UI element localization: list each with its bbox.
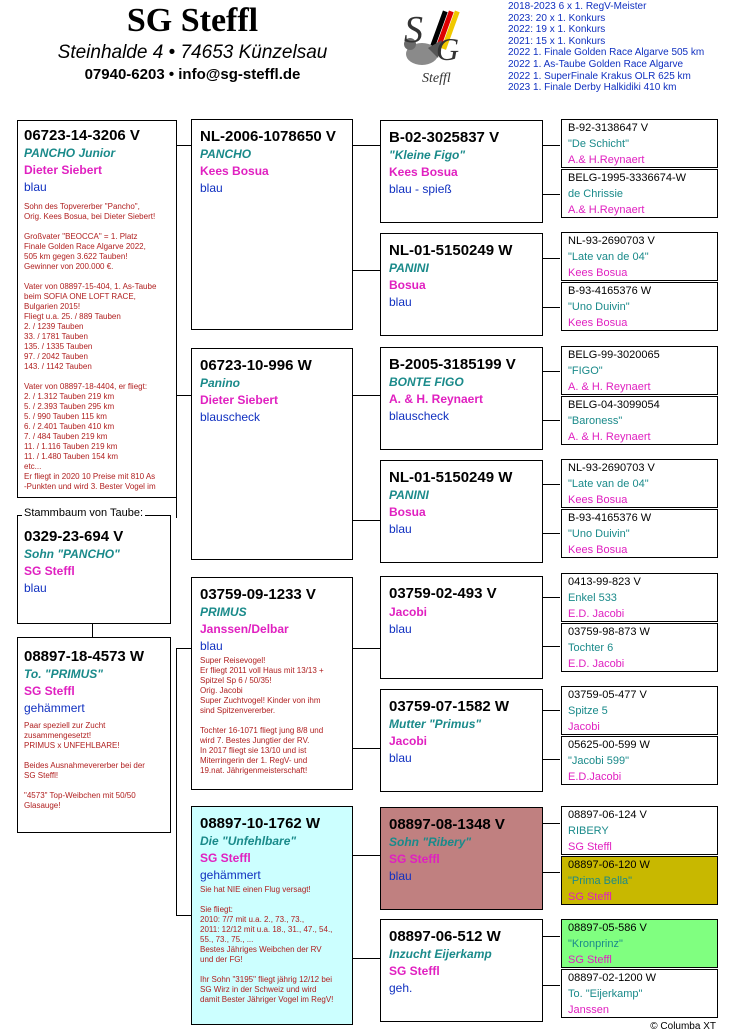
g4-box	[561, 736, 718, 785]
g4-name: RIBERY	[568, 825, 609, 837]
mf-notes: Super Reisevogel! Er fliegt 2011 voll Haus mit 13/13 + Spitzel Sp 6 / 50/35! Orig. Jacobi Super Zuchtvogel! Kinder von ihm sind Spitzenvererber. Tochter 16-1071 fliegt jung 8/8 und wird 7. Bestes Jungtier der RV. In 2017 fliegt sie 13/10 und ist Miterringerin der 1. RegV- und 19.nat. Jährigenmeisterschaft!	[200, 656, 324, 775]
g3-breeder: Bosua	[389, 278, 426, 292]
g4-breeder: A. & H. Reynaert	[568, 381, 651, 393]
g4-ring: 03759-98-873 W	[568, 626, 650, 638]
g3-box	[380, 689, 543, 792]
g4-ring: 08897-06-120 W	[568, 859, 650, 871]
fm-box	[191, 348, 353, 560]
g4-ring: NL-93-2690703 V	[568, 462, 655, 474]
g3-color: blauscheck	[389, 409, 450, 423]
g3-box	[380, 460, 543, 563]
g4-box	[561, 686, 718, 735]
g4-box	[561, 346, 718, 395]
svg-text:Steffl: Steffl	[422, 71, 451, 86]
g3-box	[380, 919, 543, 1022]
g3-ring: NL-01-5150249 W	[389, 469, 513, 486]
g4-ring: B-92-3138647 V	[568, 122, 649, 134]
g3-ring: 08897-08-1348 V	[389, 816, 505, 833]
g4-ring: 03759-05-477 V	[568, 689, 647, 701]
g4-breeder: E.D. Jacobi	[568, 608, 625, 620]
g3-breeder: A. & H. Reynaert	[389, 392, 484, 406]
g4-name: "De Schicht"	[568, 138, 629, 150]
mf-box	[191, 577, 353, 790]
g3-color: blau	[389, 295, 412, 309]
ff-color: blau	[200, 181, 223, 195]
mother-box	[17, 637, 171, 833]
g4-ring: BELG-04-3099054	[568, 399, 660, 411]
g4-name: "Baroness"	[568, 415, 623, 427]
achievement: 2021: 15 x 1. Konkurs	[508, 35, 606, 47]
g4-ring: 08897-02-1200 W	[568, 972, 657, 984]
g4-ring: 05625-00-599 W	[568, 739, 650, 751]
g4-box	[561, 282, 718, 331]
g4-box	[561, 169, 718, 218]
g4-box	[561, 856, 718, 905]
g4-breeder: Kees Bosua	[568, 544, 628, 556]
g4-breeder: SG Steffl	[568, 891, 612, 903]
g4-box	[561, 509, 718, 558]
g4-ring: 0413-99-823 V	[568, 576, 641, 588]
achievement: 2022 1. SuperFinale Krakus OLR 625 km	[508, 70, 691, 82]
achievements-list	[508, 1, 738, 94]
g3-breeder: Jacobi	[389, 605, 428, 619]
g3-breeder: Kees Bosua	[389, 165, 458, 179]
achievement: 2022: 19 x 1. Konkurs	[508, 24, 606, 36]
g3-color: blau - spieß	[389, 182, 452, 196]
ff-breeder: Kees Bosua	[200, 164, 269, 178]
g3-name: PANINI	[389, 261, 429, 275]
g3-ring: NL-01-5150249 W	[389, 242, 513, 259]
mm-box	[191, 806, 353, 1025]
g4-breeder: Kees Bosua	[568, 494, 628, 506]
g4-breeder: Janssen	[568, 1004, 609, 1016]
g3-ring: 03759-07-1582 W	[389, 698, 510, 715]
g4-breeder: A.& H.Reynaert	[568, 154, 645, 166]
g4-breeder: SG Steffl	[568, 954, 612, 966]
mother-name: To. "PRIMUS"	[24, 667, 103, 681]
mf-ring: 03759-09-1233 V	[200, 586, 316, 603]
g3-box	[380, 807, 543, 910]
mf-name: PRIMUS	[200, 605, 247, 619]
g4-ring: 08897-05-586 V	[568, 922, 647, 934]
g4-ring: 08897-06-124 V	[568, 809, 647, 821]
mm-color: gehämmert	[200, 868, 261, 882]
mm-name: Die "Unfehlbare"	[200, 834, 297, 848]
ff-name: PANCHO	[200, 147, 252, 161]
g4-name: "Jacobi 599"	[568, 755, 630, 767]
g3-color: blau	[389, 869, 412, 883]
g3-name: "Kleine Figo"	[389, 148, 466, 162]
subject-ring: 0329-23-694 V	[24, 528, 124, 545]
mm-breeder: SG Steffl	[200, 851, 251, 865]
mother-ring: 08897-18-4573 W	[24, 648, 145, 665]
mm-notes: Sie hat NIE einen Flug versagt! Sie fliegt: 2010: 7/7 mit u.a. 2., 73., 73., 2011: 12/12 mit u.a. 18., 31., 47., 54., 55., 73., 75., ... Bestes Jähriges Weibchen der RV und der FG! Ihr Sohn "3195" fliegt jährig 12/12 bei SG Wirz in der Schweiz und wird damit Bester Jähriger Vogel im RegV!	[200, 885, 334, 1004]
fm-breeder: Dieter Siebert	[200, 393, 279, 407]
g4-name: "Uno Duivin"	[568, 528, 630, 540]
subject-color: blau	[24, 581, 47, 595]
g3-ring: B-2005-3185199 V	[389, 356, 516, 373]
g3-breeder: Bosua	[389, 505, 426, 519]
subject-breeder: SG Steffl	[24, 564, 75, 578]
address: Steinhalde 4 • 74653 Künzelsau	[57, 42, 328, 63]
fm-color: blauscheck	[200, 410, 261, 424]
g3-breeder: SG Steffl	[389, 964, 440, 978]
svg-text:G: G	[436, 31, 460, 67]
g4-ring: BELG-1995-3336674-W	[568, 172, 687, 184]
g4-ring: NL-93-2690703 V	[568, 235, 655, 247]
mm-ring: 08897-10-1762 W	[200, 815, 321, 832]
svg-text:S: S	[404, 9, 423, 51]
subject-label: Stammbaum von Taube:	[24, 507, 144, 519]
father-name: PANCHO Junior	[24, 146, 116, 160]
logo	[398, 4, 472, 86]
g4-box	[561, 969, 718, 1018]
g4-name: To. "Eijerkamp"	[568, 988, 643, 1000]
g3-color: geh.	[389, 981, 413, 995]
g3-ring: 03759-02-493 V	[389, 585, 497, 602]
g4-name: Spitze 5	[568, 705, 608, 717]
mother-color: gehämmert	[24, 701, 85, 715]
g3-name: Mutter "Primus"	[389, 717, 482, 731]
g3-color: blau	[389, 622, 412, 636]
g3-color: blau	[389, 522, 412, 536]
mother-notes: Paar speziell zur Zucht zusammengesetzt! PRIMUS x UNFEHLBARE! Beides Ausnahmevererber bei der SG Steffl! "4573" Top-Weibchen mit 50/50 Glasauge!	[24, 721, 145, 810]
achievement: 2022 1. Finale Golden Race Algarve 505 km	[508, 47, 705, 59]
g4-breeder: Jacobi	[568, 721, 600, 733]
g4-name: "Late van de 04"	[568, 251, 649, 263]
subject-box	[17, 515, 171, 624]
g3-box	[380, 576, 543, 679]
g3-breeder: SG Steffl	[389, 852, 440, 866]
g4-breeder: SG Steffl	[568, 841, 612, 853]
mf-color: blau	[200, 639, 223, 653]
g3-box	[380, 120, 543, 223]
g4-name: "Kronprinz"	[568, 938, 623, 950]
subject-name: Sohn "PANCHO"	[24, 547, 120, 561]
g3-name: BONTE FIGO	[389, 375, 464, 389]
g4-breeder: E.D.Jacobi	[568, 771, 622, 783]
g3-box	[380, 347, 543, 450]
ff-box	[191, 119, 353, 330]
g4-name: Tochter 6	[568, 642, 614, 654]
g3-ring: B-02-3025837 V	[389, 129, 500, 146]
g4-box	[561, 623, 718, 672]
father-box	[17, 120, 177, 498]
father-ring: 06723-14-3206 V	[24, 127, 140, 144]
g3-color: blau	[389, 751, 412, 765]
g3-name: PANINI	[389, 488, 429, 502]
g4-name: "Uno Duivin"	[568, 301, 630, 313]
page-title: SG Steffl	[126, 2, 259, 39]
g4-name: "Prima Bella"	[568, 875, 633, 887]
g3-box	[380, 233, 543, 336]
g4-box	[561, 396, 718, 445]
achievement: 2023 1. Finale Derby Halkidiki 410 km	[508, 82, 677, 94]
g4-box	[561, 806, 718, 855]
g4-breeder: Kees Bosua	[568, 317, 628, 329]
achievement: 2023: 20 x 1. Konkurs	[508, 12, 606, 24]
g3-ring: 08897-06-512 W	[389, 928, 501, 945]
father-breeder: Dieter Siebert	[24, 163, 103, 177]
mf-breeder: Janssen/Delbar	[200, 622, 289, 636]
g3-name: Inzucht Eijerkamp	[389, 947, 492, 961]
g3-name: Sohn "Ribery"	[389, 835, 472, 849]
g4-name: "FIGO"	[568, 365, 603, 377]
contact: 07940-6203 • info@sg-steffl.de	[84, 66, 301, 83]
g4-breeder: A.& H.Reynaert	[568, 204, 645, 216]
g4-ring: B-93-4165376 W	[568, 512, 652, 524]
g4-box	[561, 232, 718, 281]
achievement: 2018-2023 6 x 1. RegV-Meister	[508, 1, 647, 12]
g4-box	[561, 459, 718, 508]
copyright: © Columba XT	[650, 1021, 716, 1032]
g4-box	[561, 119, 718, 168]
g4-name: "Late van de 04"	[568, 478, 649, 490]
g4-breeder: E.D. Jacobi	[568, 658, 625, 670]
g3-breeder: Jacobi	[389, 734, 428, 748]
g4-ring: BELG-99-3020065	[568, 349, 660, 361]
g4-name: Enkel 533	[568, 592, 617, 604]
g4-breeder: A. & H. Reynaert	[568, 431, 651, 443]
g4-box	[561, 573, 718, 622]
g4-box	[561, 919, 718, 968]
fm-ring: 06723-10-996 W	[200, 357, 312, 374]
mother-breeder: SG Steffl	[24, 684, 75, 698]
g4-breeder: Kees Bosua	[568, 267, 628, 279]
achievement: 2022 1. As-Taube Golden Race Algarve	[508, 58, 684, 70]
father-color: blau	[24, 180, 47, 194]
father-notes: Sohn des Topvererber "Pancho", Orig. Kees Bosua, bei Dieter Siebert! Großvater "BEOCCA" = 1. Platz Finale Golden Race Algarve 2022, 505 km gegen 3.622 Tauben! Gewinner von 200.000 €. Vater von 08897-15-404, 1. As-Taube beim SOFIA ONE LOFT RACE, Bulgarien 2015! Fliegt u.a. 25. / 889 Tauben 2. / 1239 Tauben 33. / 1781 Tauben 135. / 1335 Tauben 97. / 2042 Tauben 143. / 1142 Tauben Vater von 08897-18-4404, er fliegt: 2. / 1.312 Tauben 219 km 5. / 2.393 Tauben 295 km 5. / 990 Tauben 115 km 6. / 2.401 Tauben 410 km 7. / 484 Tauben 219 km 11. / 1.116 Tauben 219 km 11. / 1.480 Tauben 154 km etc... Er fliegt in 2020 10 Preise mit 810 As -Punkten und wird 3. Bester Vogel im	[24, 202, 157, 491]
g4-ring: B-93-4165376 W	[568, 285, 652, 297]
g4-name: de Chrissie	[568, 188, 624, 200]
ff-ring: NL-2006-1078650 V	[200, 128, 336, 145]
fm-name: Panino	[200, 376, 241, 390]
